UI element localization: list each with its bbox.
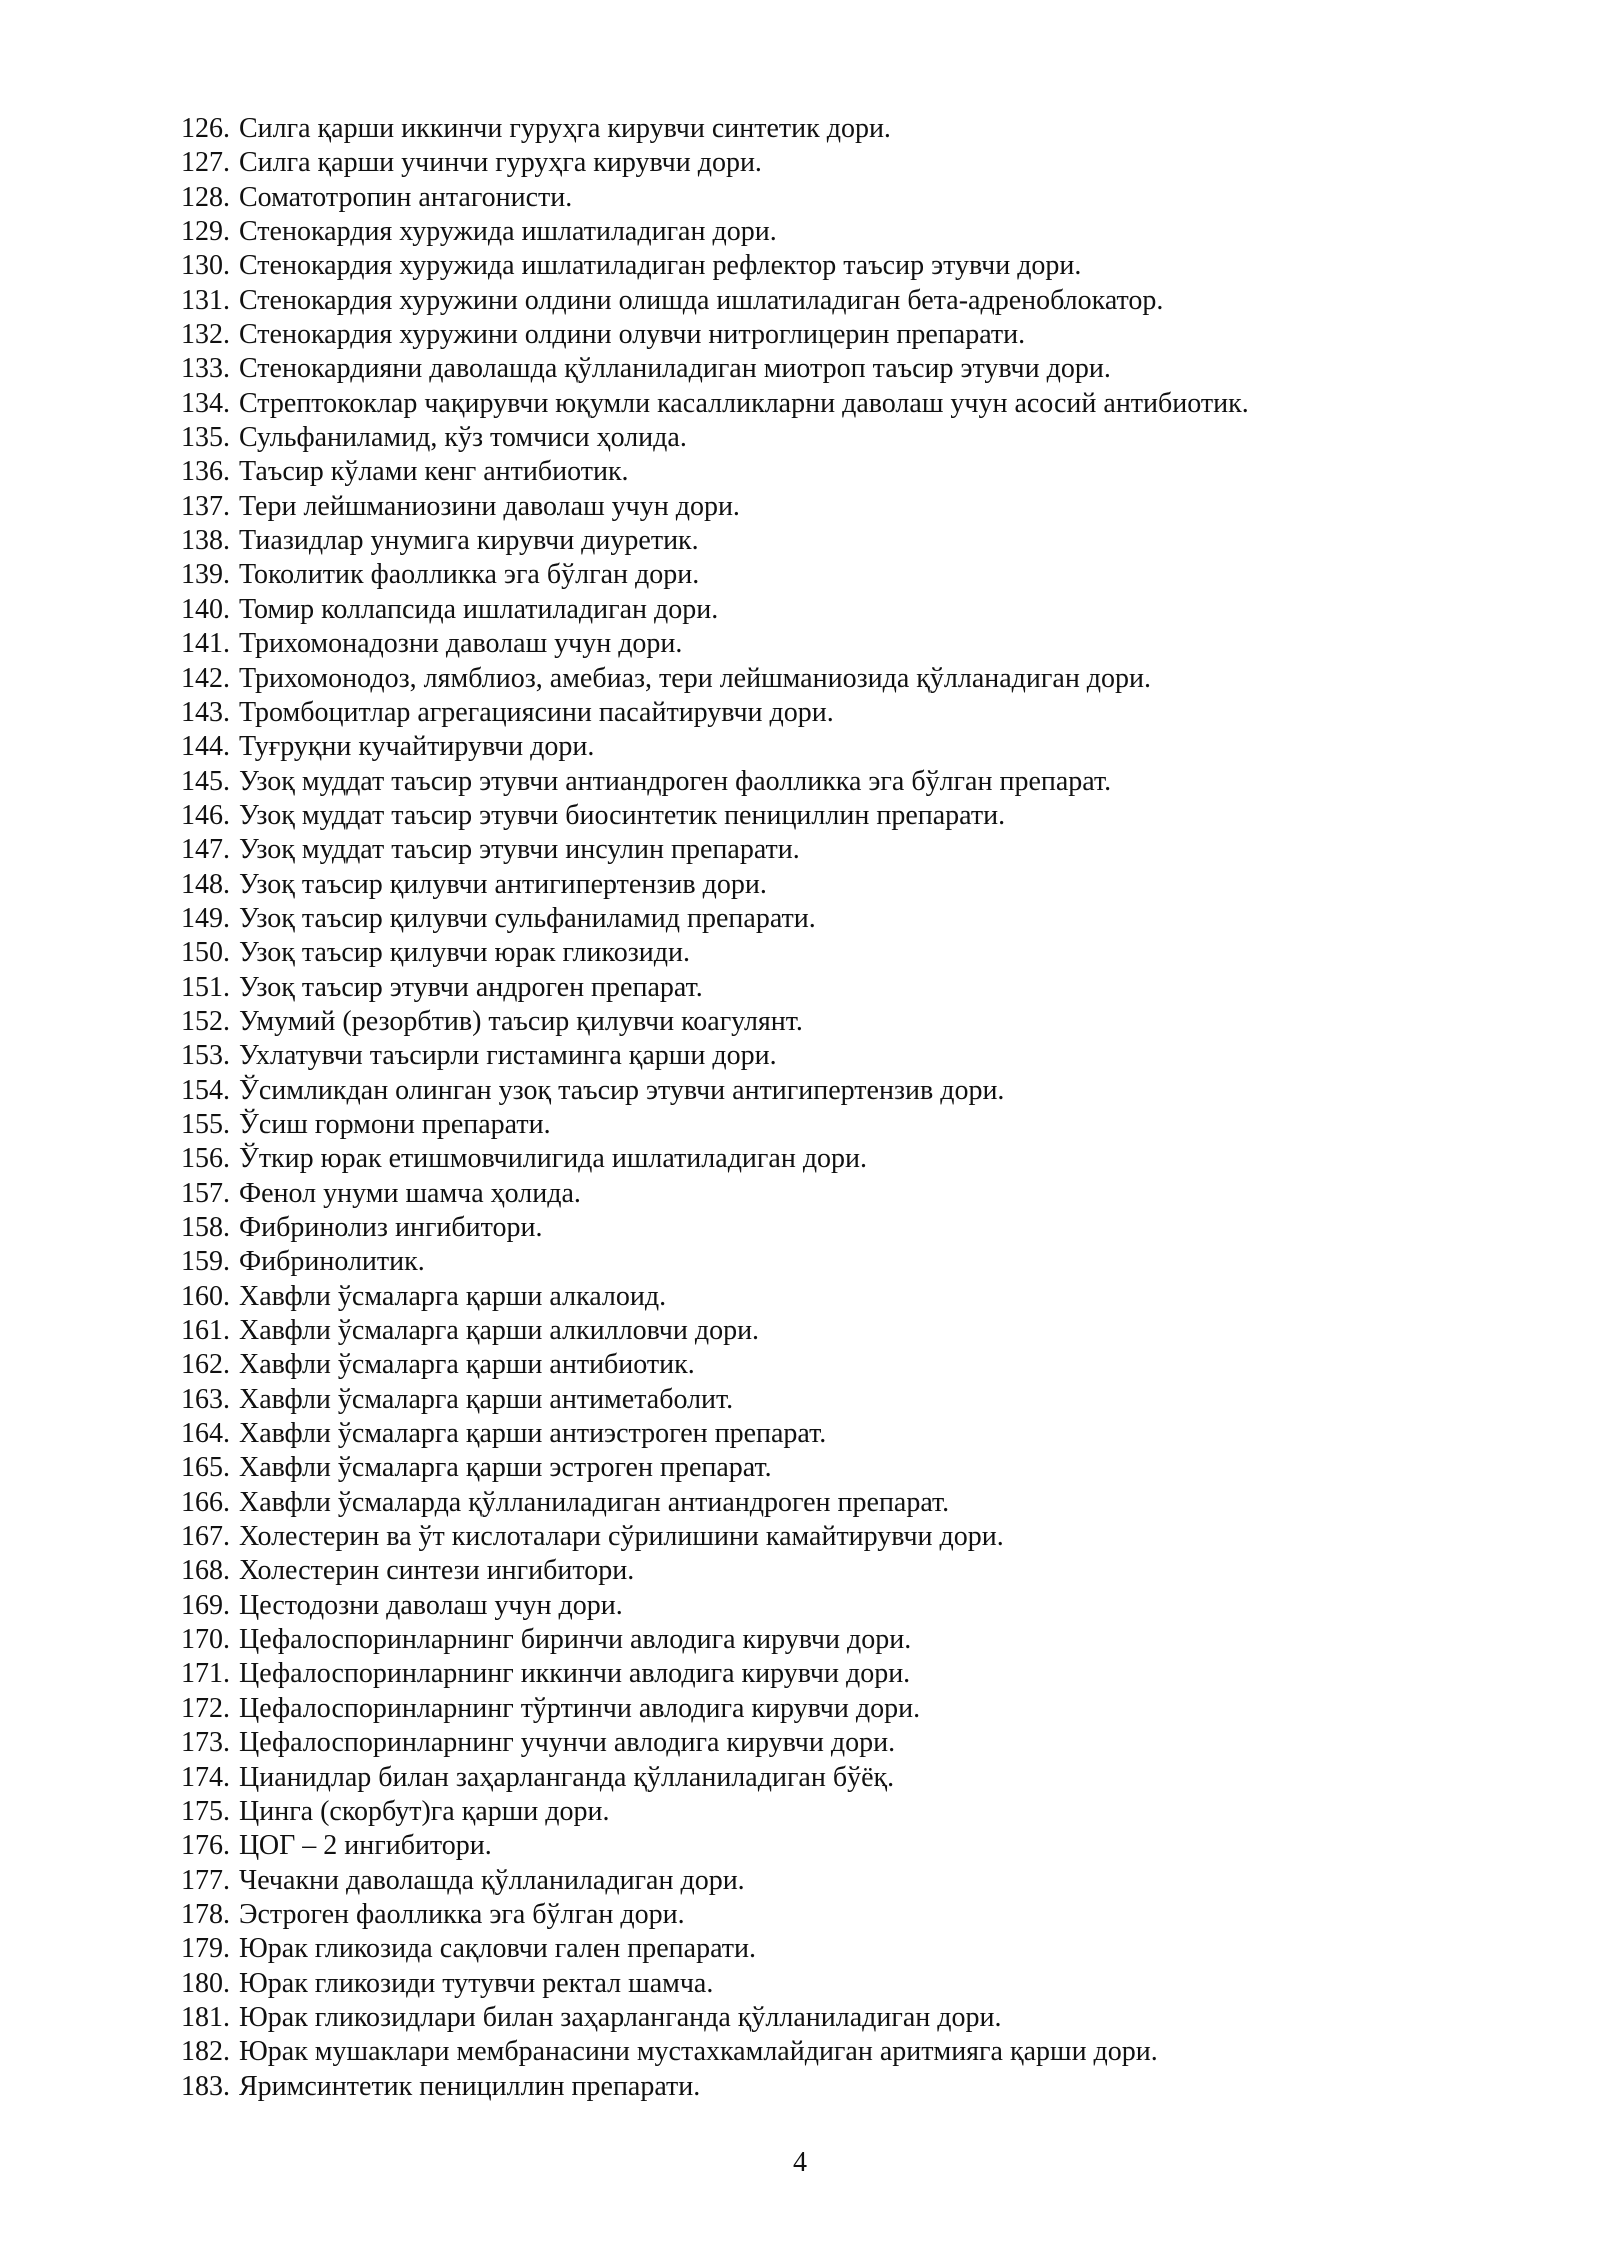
list-item [156, 1795, 1456, 1829]
item-number: 142. [181, 662, 230, 694]
item-number: 134. [181, 387, 230, 419]
list-item [156, 215, 1456, 249]
item-text: Холестерин ва ўт кислоталари сўрилишини камайтирувчи дори. [239, 1521, 1004, 1553]
item-number: 136. [181, 456, 230, 488]
list-item [156, 421, 1456, 455]
item-number: 170. [181, 1624, 230, 1656]
list-item [156, 833, 1456, 867]
item-text: Соматотропин антагонисти. [239, 181, 573, 213]
item-text: Ўсимликдан олинган узоқ таъсир этувчи антигипертензив дори. [239, 1074, 1005, 1106]
item-text: Умумий (резорбтив) таъсир қилувчи коагулянт. [239, 1005, 803, 1037]
item-number: 169. [181, 1589, 230, 1621]
list-item [156, 2035, 1456, 2069]
item-text: Тиазидлар унумига кирувчи диуретик. [239, 525, 699, 557]
item-text: Узоқ муддат таъсир этувчи биосинтетик пенициллин препарати. [239, 799, 1006, 831]
item-number: 154. [181, 1074, 230, 1106]
item-text: Чечакни даволашда қўлланиладиган дори. [239, 1864, 745, 1896]
item-number: 160. [181, 1280, 230, 1312]
list-item [156, 1211, 1456, 1245]
list-item [156, 1657, 1456, 1691]
list-item [156, 1486, 1456, 1520]
list-item [156, 1142, 1456, 1176]
list-item [156, 181, 1456, 215]
list-item [156, 1520, 1456, 1554]
item-number: 156. [181, 1143, 230, 1175]
list-item [156, 696, 1456, 730]
item-text: Тери лейшманиозини даволаш учун дори. [239, 490, 740, 522]
list-item [156, 1451, 1456, 1485]
item-text: Туғруқни кучайтирувчи дори. [239, 731, 595, 763]
item-number: 146. [181, 799, 230, 831]
item-text: Цефалоспоринларнинг учунчи авлодига кирувчи дори. [239, 1727, 896, 1759]
item-text: Фибринолиз ингибитори. [239, 1212, 543, 1243]
list-item [156, 352, 1456, 386]
list-item [156, 627, 1456, 661]
item-text: Стрептококлар чақирувчи юқумли касалликларни даволаш учун асосий антибиотик. [239, 387, 1249, 419]
item-text: Цианидлар билан заҳарланганда қўлланиладиган бўёқ. [239, 1761, 895, 1793]
item-number: 166. [181, 1486, 230, 1518]
item-number: 129. [181, 216, 230, 248]
list-item [156, 1383, 1456, 1417]
item-text: Узоқ муддат таъсир этувчи инсулин препарати. [239, 834, 800, 866]
item-number: 182. [181, 2036, 230, 2068]
item-number: 141. [181, 628, 230, 660]
list-item [156, 593, 1456, 627]
item-number: 133. [181, 353, 230, 385]
list-item [156, 1074, 1456, 1108]
list-item [156, 1280, 1456, 1314]
item-text: Стенокардия хуружини олдини олувчи нитроглицерин препарати. [239, 319, 1026, 351]
item-number: 135. [181, 422, 230, 454]
list-item [156, 1726, 1456, 1760]
item-text: Силга қарши учинчи гуруҳга кирувчи дори. [239, 147, 762, 179]
list-item [156, 1245, 1456, 1279]
item-number: 139. [181, 559, 230, 591]
item-text: Хавфли ўсмаларга қарши антиэстроген препарат. [239, 1418, 827, 1450]
item-text: Яримсинтетик пенициллин препарати. [239, 2070, 701, 2102]
page-number: 4 [793, 2147, 807, 2178]
item-number: 161. [181, 1315, 230, 1347]
item-number: 138. [181, 525, 230, 557]
item-text: Ўсиш гормони препарати. [239, 1108, 551, 1140]
item-number: 131. [181, 284, 230, 316]
list-item [156, 936, 1456, 970]
item-number: 175. [181, 1795, 230, 1827]
list-item [156, 524, 1456, 558]
item-text: Хавфли ўсмаларга қарши алкилловчи дори. [239, 1315, 760, 1347]
list-item [156, 1039, 1456, 1073]
item-number: 145. [181, 765, 230, 797]
item-number: 155. [181, 1108, 230, 1140]
item-text: Холестерин синтези ингибитори. [239, 1555, 635, 1587]
item-text: Узоқ таъсир қилувчи антигипертензив дори. [239, 868, 767, 900]
item-text: Цинга (скорбут)га қарши дори. [239, 1795, 610, 1827]
item-number: 172. [181, 1692, 230, 1724]
list-item [156, 387, 1456, 421]
list-item [156, 1829, 1456, 1863]
item-number: 180. [181, 1967, 230, 1999]
item-text: Стенокардия хуружини олдини олишда ишлатиладиган бета-адреноблокатор. [239, 284, 1164, 316]
item-text: Сульфаниламид, кўз томчиси ҳолида. [239, 422, 687, 454]
item-text: Хавфли ўсмаларга қарши алкалоид. [239, 1280, 667, 1312]
list-item [156, 902, 1456, 936]
list-item [156, 1589, 1456, 1623]
item-text: Узоқ таъсир этувчи андроген препарат. [239, 971, 703, 1003]
numbered-list [156, 112, 1456, 2104]
item-text: Узоқ муддат таъсир этувчи антиандроген фаолликка эга бўлган препарат. [239, 765, 1112, 797]
list-item [156, 1692, 1456, 1726]
item-text: Стенокардия хуружида ишлатиладиган рефлектор таъсир этувчи дори. [239, 250, 1082, 282]
item-text: Стенокардияни даволашда қўлланиладиган миотроп таъсир этувчи дори. [239, 353, 1111, 385]
item-number: 164. [181, 1418, 230, 1450]
item-text: Юрак мушаклари мембранасини мустахкамлайдиган аритмияга қарши дори. [239, 2036, 1158, 2068]
list-item [156, 284, 1456, 318]
list-item [156, 490, 1456, 524]
list-item [156, 2001, 1456, 2035]
item-number: 177. [181, 1864, 230, 1896]
item-number: 128. [181, 181, 230, 213]
list-item [156, 1967, 1456, 2001]
item-number: 149. [181, 902, 230, 934]
item-number: 153. [181, 1040, 230, 1072]
item-number: 126. [181, 113, 230, 144]
list-item [156, 1108, 1456, 1142]
item-number: 159. [181, 1246, 230, 1278]
list-item [156, 558, 1456, 592]
item-number: 171. [181, 1658, 230, 1690]
item-text: Цефалоспоринларнинг тўртинчи авлодига кирувчи дори. [239, 1692, 921, 1724]
item-number: 165. [181, 1452, 230, 1484]
list-item [156, 455, 1456, 489]
item-number: 178. [181, 1898, 230, 1930]
item-number: 152. [181, 1005, 230, 1037]
item-number: 183. [181, 2070, 230, 2102]
item-text: Таъсир кўлами кенг антибиотик. [239, 456, 629, 488]
item-number: 127. [181, 147, 230, 179]
item-number: 173. [181, 1727, 230, 1759]
item-text: Фибринолитик. [239, 1246, 425, 1278]
item-number: 176. [181, 1830, 230, 1862]
list-item [156, 1417, 1456, 1451]
list-item [156, 1932, 1456, 1966]
item-text: Хавфли ўсмаларда қўлланиладиган антиандроген препарат. [239, 1486, 950, 1518]
list-item [156, 868, 1456, 902]
item-text: Силга қарши иккинчи гуруҳга кирувчи синтетик дори. [239, 113, 891, 144]
item-text: Токолитик фаолликка эга бўлган дори. [239, 559, 700, 591]
item-text: Ухлатувчи таъсирли гистаминга қарши дори. [239, 1040, 777, 1072]
list-item [156, 249, 1456, 283]
item-text: Юрак гликозидлари билан заҳарланганда қўлланиладиган дори. [239, 2001, 1002, 2033]
item-number: 174. [181, 1761, 230, 1793]
item-text: Хавфли ўсмаларга қарши антиметаболит. [239, 1383, 734, 1415]
list-item [156, 1314, 1456, 1348]
item-number: 148. [181, 868, 230, 900]
list-item [156, 146, 1456, 180]
item-number: 143. [181, 696, 230, 728]
item-text: ЦОГ – 2 ингибитори. [239, 1830, 492, 1862]
item-text: Тромбоцитлар агрегациясини пасайтирувчи дори. [239, 696, 834, 728]
item-text: Цефалоспоринларнинг иккинчи авлодига кирувчи дори. [239, 1658, 911, 1690]
list-item [156, 2070, 1456, 2104]
list-item [156, 318, 1456, 352]
item-text: Эстроген фаолликка эга бўлган дори. [239, 1898, 685, 1930]
list-item [156, 730, 1456, 764]
item-number: 137. [181, 490, 230, 522]
item-number: 150. [181, 937, 230, 969]
list-item [156, 662, 1456, 696]
item-text: Трихомонадозни даволаш учун дори. [239, 628, 683, 660]
item-text: Томир коллапсида ишлатиладиган дори. [239, 593, 719, 625]
list-item [156, 112, 1456, 146]
list-item [156, 1623, 1456, 1657]
list-item [156, 1348, 1456, 1382]
item-number: 167. [181, 1521, 230, 1553]
item-number: 168. [181, 1555, 230, 1587]
list-item [156, 1177, 1456, 1211]
item-text: Узоқ таъсир қилувчи сульфаниламид препарати. [239, 902, 816, 934]
item-number: 162. [181, 1349, 230, 1381]
list-item [156, 1761, 1456, 1795]
item-text: Трихомонодоз, лямблиоз, амебиаз, тери лейшманиозида қўлланадиган дори. [239, 662, 1152, 694]
list-item [156, 1005, 1456, 1039]
item-number: 147. [181, 834, 230, 866]
list-item [156, 765, 1456, 799]
item-text: Юрак гликозиди тутувчи ректал шамча. [239, 1967, 714, 1999]
item-number: 181. [181, 2001, 230, 2033]
item-number: 157. [181, 1177, 230, 1209]
list-item [156, 1864, 1456, 1898]
item-number: 140. [181, 593, 230, 625]
item-number: 144. [181, 731, 230, 763]
item-number: 179. [181, 1933, 230, 1965]
item-number: 130. [181, 250, 230, 282]
item-number: 132. [181, 319, 230, 351]
list-item [156, 799, 1456, 833]
list-item [156, 1554, 1456, 1588]
item-text: Стенокардия хуружида ишлатиладиган дори. [239, 216, 777, 248]
item-text: Узоқ таъсир қилувчи юрак гликозиди. [239, 937, 690, 969]
item-text: Цестодозни даволаш учун дори. [239, 1589, 623, 1621]
item-text: Юрак гликозида сақловчи гален препарати. [239, 1933, 757, 1965]
item-number: 163. [181, 1383, 230, 1415]
list-item [156, 971, 1456, 1005]
item-number: 158. [181, 1212, 230, 1243]
item-text: Ўткир юрак етишмовчилигида ишлатиладиган дори. [239, 1143, 868, 1175]
item-number: 151. [181, 971, 230, 1003]
item-text: Фенол унуми шамча ҳолида. [239, 1177, 581, 1209]
item-text: Хавфли ўсмаларга қарши антибиотик. [239, 1349, 695, 1381]
item-text: Хавфли ўсмаларга қарши эстроген препарат. [239, 1452, 772, 1484]
item-text: Цефалоспоринларнинг биринчи авлодига кирувчи дори. [239, 1624, 912, 1656]
list-item [156, 1898, 1456, 1932]
